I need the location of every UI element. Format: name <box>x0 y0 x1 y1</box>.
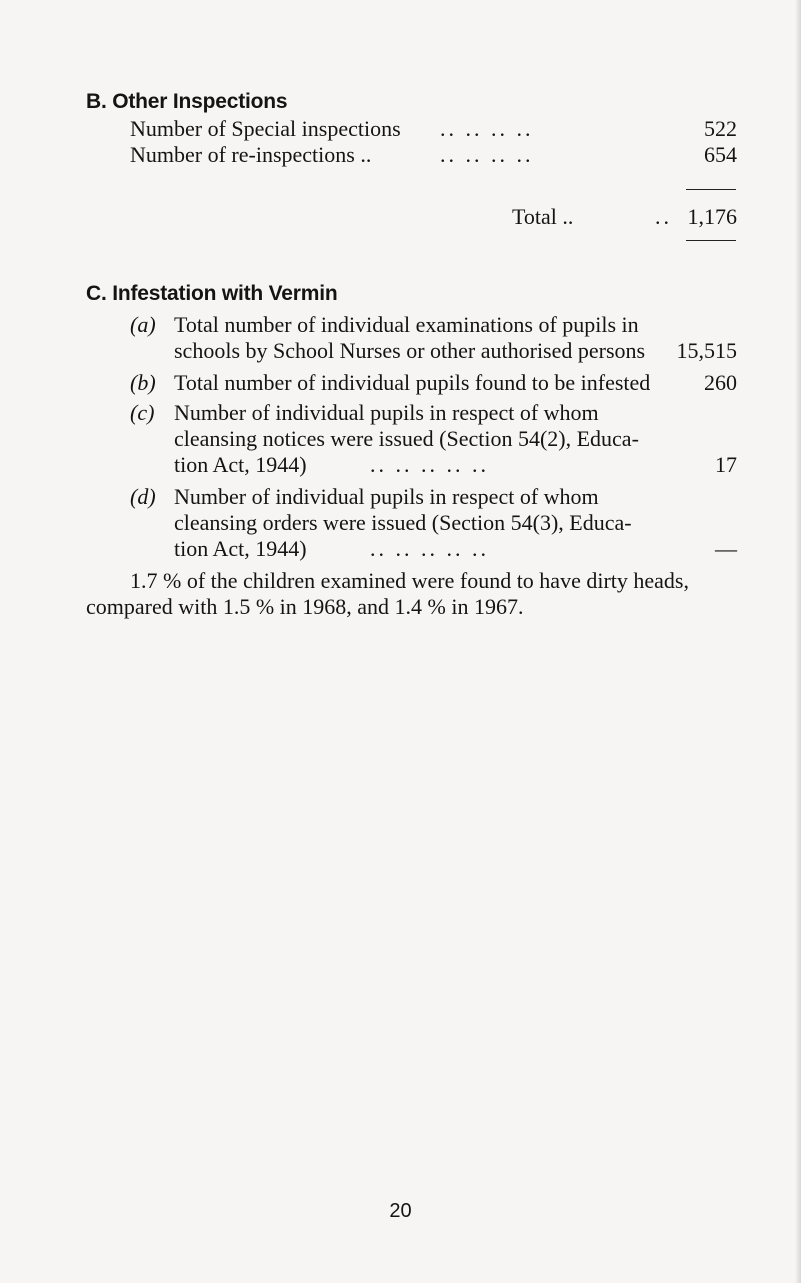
item-b-marker: (b) <box>130 370 156 395</box>
item-c-line-1: Number of individual pupils in respect of whom <box>174 400 599 425</box>
item-b-value: 260 <box>704 370 737 395</box>
item-c-value: 17 <box>715 452 737 477</box>
item-a-line-2: schools by School Nurses or other authorised persons <box>174 338 646 363</box>
reinspections-label: Number of re-inspections .. <box>130 142 372 167</box>
item-d-marker: (d) <box>130 484 156 509</box>
item-d-line-2: cleansing orders were issued (Section 54(3), Educa- <box>174 510 632 535</box>
special-inspections-leader: .. .. .. .. <box>440 116 534 141</box>
item-d-line-1: Number of individual pupils in respect of whom <box>174 484 599 509</box>
total-rule <box>686 240 736 241</box>
item-c-line-2: cleansing notices were issued (Section 54(2), Educa- <box>174 426 639 451</box>
section-b-heading: B. Other Inspections <box>86 90 288 113</box>
item-d-value: — <box>715 536 737 561</box>
total-value: 1,176 <box>687 204 737 229</box>
item-c-leader: .. .. .. .. .. <box>370 452 489 477</box>
section-c-heading: C. Infestation with Vermin <box>86 282 338 305</box>
page-edge <box>795 0 801 1283</box>
item-a-line-1: Total number of individual examinations of pupils in <box>174 312 639 337</box>
summary-line-2: compared with 1.5 % in 1968, and 1.4 % in 1967. <box>86 594 524 619</box>
total-label: Total .. <box>512 204 574 229</box>
item-c-line-3: tion Act, 1944) <box>174 452 307 477</box>
item-a-value: 15,515 <box>676 338 737 363</box>
item-c-marker: (c) <box>130 400 155 425</box>
special-inspections-value: 522 <box>704 116 737 141</box>
subtotal-rule <box>686 189 736 190</box>
summary-line-1: 1.7 % of the children examined were found to have dirty heads, <box>130 568 689 593</box>
reinspections-leader: .. .. .. .. <box>440 142 534 167</box>
item-b-line-1: Total number of individual pupils found to be infested <box>174 370 651 395</box>
page-number: 20 <box>389 1200 412 1222</box>
item-d-line-3: tion Act, 1944) <box>174 536 307 561</box>
reinspections-value: 654 <box>704 142 737 167</box>
total-leader: .. <box>655 204 672 229</box>
item-d-leader: .. .. .. .. .. <box>370 536 489 561</box>
item-a-marker: (a) <box>130 312 156 337</box>
special-inspections-label: Number of Special inspections <box>130 116 401 141</box>
